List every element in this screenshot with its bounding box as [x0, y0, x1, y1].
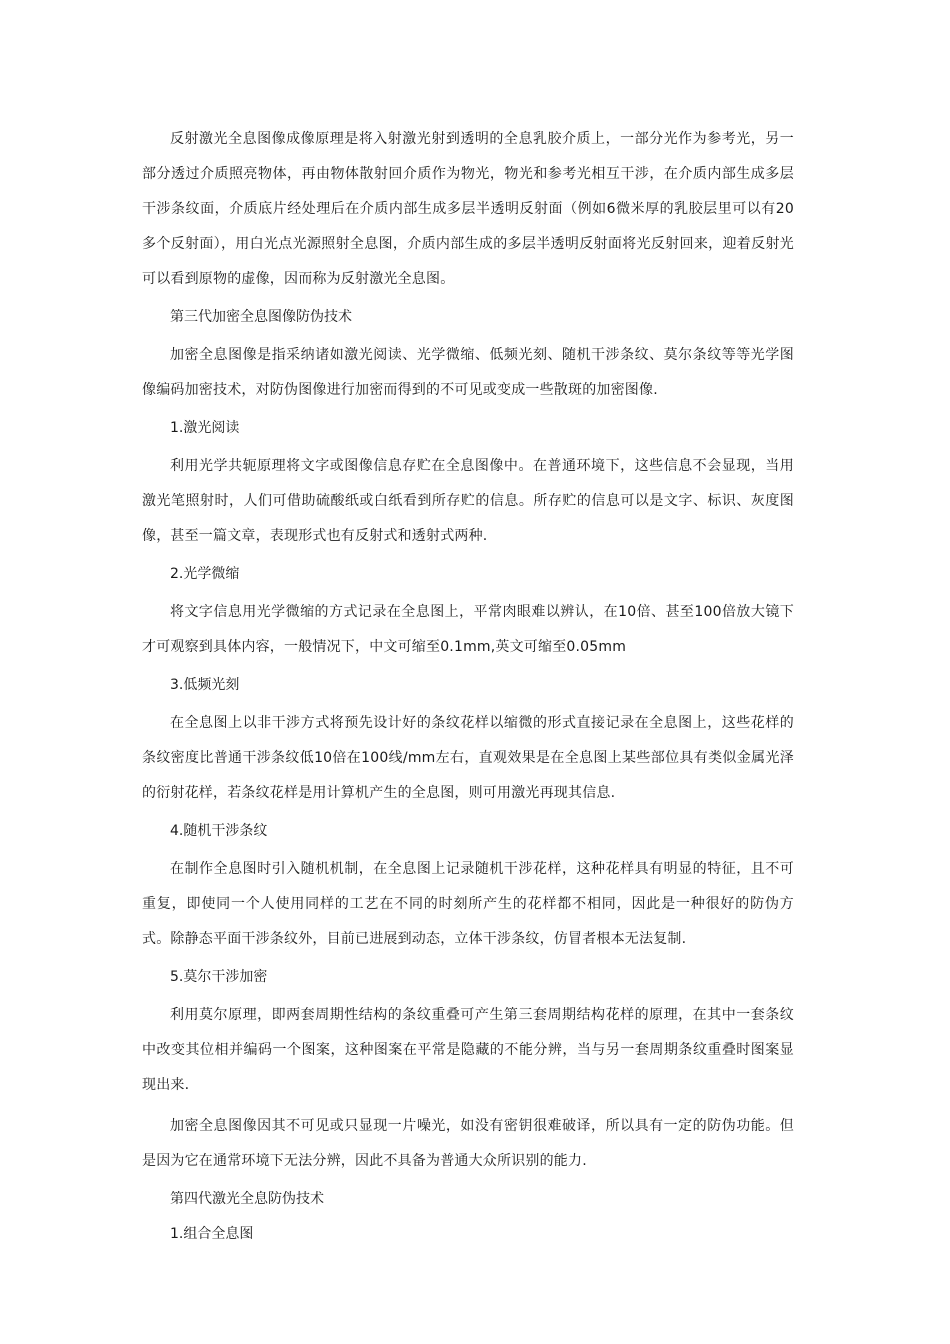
- body-paragraph: 在全息图上以非干涉方式将预先设计好的条纹花样以缩微的形式直接记录在全息图上，这些花样的条纹密度比普通干涉条纹低10倍在100线/mm左右，直观效果是在全息图上某些部位具有类似金属光泽的衍射花样，若条纹花样是用计算机产生的全息图，则可用激光再现其信息.: [142, 715, 794, 801]
- subsection-heading: 1.激光阅读: [170, 420, 240, 436]
- body-paragraph: 在制作全息图时引入随机机制，在全息图上记录随机干涉花样，这种花样具有明显的特征，且不可重复，即使同一个人使用同样的工艺在不同的时刻所产生的花样都不相同，因此是一种很好的防伪方式。除静态平面干涉条纹外，目前已进展到动态，立体干涉条纹，仿冒者根本无法复制.: [142, 861, 794, 947]
- body-paragraph: 加密全息图像是指采纳诸如激光阅读、光学微缩、低频光刻、随机干涉条纹、莫尔条纹等等光学图像编码加密技术，对防伪图像进行加密而得到的不可见或变成一些散斑的加密图像.: [142, 347, 794, 398]
- subsection-heading: 5.莫尔干涉加密: [170, 969, 268, 985]
- document-page: [142, 122, 794, 1255]
- subsection-heading: 2.光学微缩: [170, 566, 240, 582]
- body-paragraph: 利用光学共轭原理将文字或图像信息存贮在全息图像中。在普通环境下，这些信息不会显现，当用激光笔照射时，人们可借助硫酸纸或白纸看到所存贮的信息。所存贮的信息可以是文字、标识、灰度图像，甚至一篇文章，表现形式也有反射式和透射式两种.: [142, 458, 794, 544]
- section-heading: 第三代加密全息图像防伪技术: [170, 309, 352, 325]
- subsection-heading: 1.组合全息图: [170, 1226, 254, 1242]
- section-heading: 第四代激光全息防伪技术: [170, 1191, 324, 1207]
- body-paragraph: 将文字信息用光学微缩的方式记录在全息图上，平常肉眼难以辨认，在10倍、甚至100倍放大镜下才可观察到具体内容，一般情况下，中文可缩至0.1mm,英文可缩至0.05mm: [142, 604, 794, 655]
- body-paragraph: 加密全息图像因其不可见或只显现一片噪光，如没有密钥很难破译，所以具有一定的防伪功能。但是因为它在通常环境下无法分辨，因此不具备为普通大众所识别的能力.: [142, 1118, 794, 1169]
- subsection-heading: 3.低频光刻: [170, 677, 240, 693]
- body-paragraph: 利用莫尔原理，即两套周期性结构的条纹重叠可产生第三套周期结构花样的原理，在其中一套条纹中改变其位相并编码一个图案，这种图案在平常是隐藏的不能分辨，当与另一套周期条纹重叠时图案显现出来.: [142, 1007, 794, 1093]
- subsection-heading: 4.随机干涉条纹: [170, 823, 268, 839]
- body-paragraph: 反射激光全息图像成像原理是将入射激光射到透明的全息乳胶介质上，一部分光作为参考光，另一部分透过介质照亮物体，再由物体散射回介质作为物光，物光和参考光相互干涉，在介质内部生成多层干涉条纹面，介质底片经处理后在介质内部生成多层半透明反射面（例如6微米厚的乳胶层里可以有20多个反射面），用白光点光源照射全息图，介质内部生成的多层半透明反射面将光反射回来，迎着反射光可以看到原物的虚像，因而称为反射激光全息图。: [142, 131, 794, 287]
